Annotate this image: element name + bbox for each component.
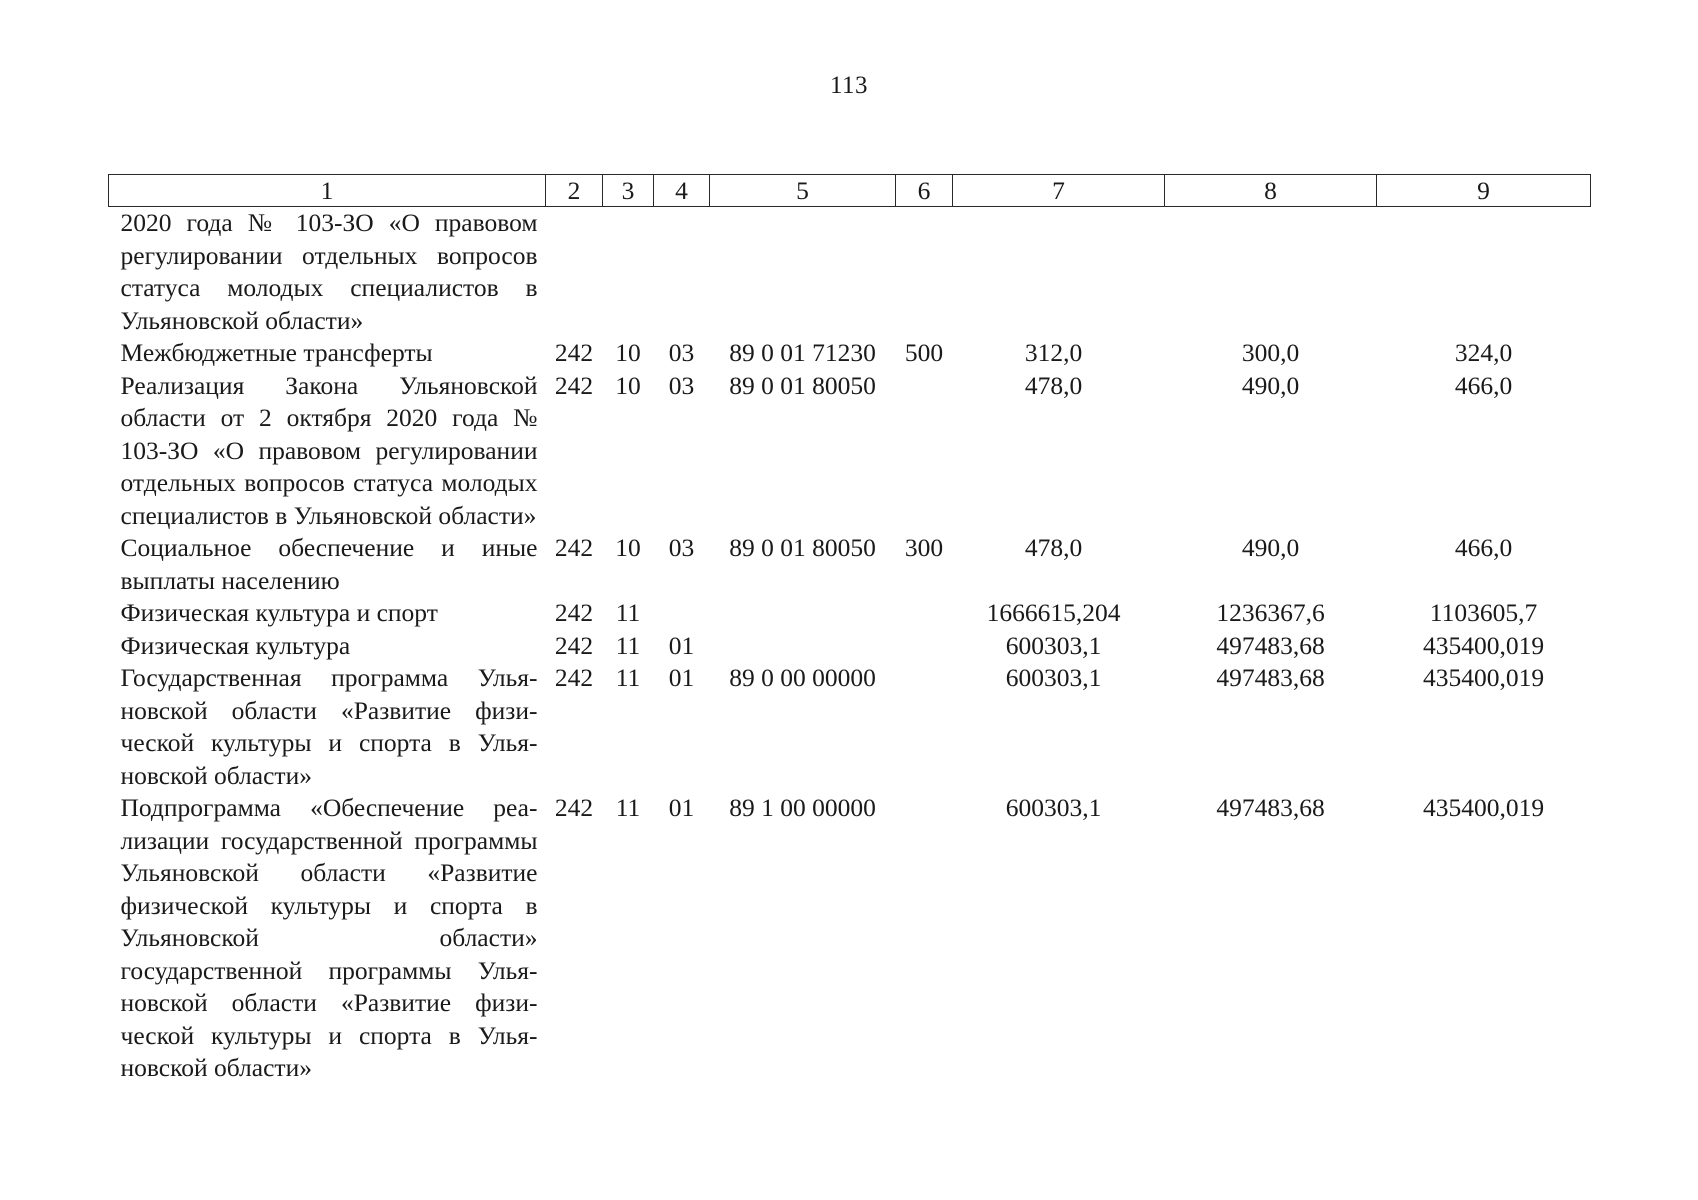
cell-col4: 03 [668, 370, 695, 400]
cell-col8: 300,0 [1241, 338, 1300, 367]
row-name: Межбюджетные трансферты [120, 338, 433, 367]
cell-col3: 11 [615, 598, 641, 627]
cell-col8: 490,0 [1241, 370, 1300, 400]
cell-col2 [546, 207, 603, 338]
cell-col6: 300 [904, 533, 944, 562]
cell-col4 [654, 207, 710, 338]
cell-col4: 03 [668, 533, 695, 562]
cell-col4: 01 [668, 630, 695, 660]
row-name: Государственная программа Ульяновской области «Развитие физической культуры и спорта в Ульяновской области» [120, 663, 538, 790]
cell-col5: 89 0 01 80050 [729, 533, 876, 562]
table-row [109, 597, 1591, 630]
cell-col8: 1236367,6 [1216, 598, 1325, 627]
header-cell-5: 5 [710, 175, 896, 207]
cell-col6 [896, 662, 953, 792]
cell-col6 [896, 370, 953, 533]
table-row [109, 337, 1591, 370]
cell-col6 [896, 792, 953, 1085]
cell-col7: 600303,1 [1005, 630, 1102, 660]
cell-col5 [710, 597, 896, 630]
cell-col8 [1165, 207, 1377, 338]
cell-col4: 01 [668, 793, 695, 822]
row-name: Подпрограмма «Обеспечение реализации государственной программы Ульяновской области «Развитие физической культуры и спорта в Ульяновской области» государственной программы Ульяновской области «Развитие физической культуры и спорта в Ульяновской области» [120, 793, 538, 1082]
cell-col8: 497483,68 [1216, 630, 1325, 660]
cell-col7 [953, 207, 1165, 338]
cell-col6 [896, 597, 953, 630]
cell-col7: 600303,1 [1005, 663, 1102, 692]
cell-col5: 89 0 01 80050 [729, 370, 876, 400]
cell-col5 [710, 207, 896, 338]
header-cell-3: 3 [603, 175, 654, 207]
header-cell-1: 1 [109, 175, 546, 207]
cell-col9: 435400,019 [1422, 630, 1545, 660]
cell-col9: 324,0 [1454, 338, 1513, 367]
cell-col9 [1377, 207, 1591, 338]
cell-col3 [603, 207, 654, 338]
cell-col6 [896, 630, 953, 663]
cell-col9: 1103605,7 [1429, 598, 1538, 627]
cell-col4: 03 [668, 338, 695, 367]
cell-col8: 497483,68 [1216, 663, 1325, 692]
cell-col4: 01 [668, 663, 695, 692]
cell-col5: 89 1 00 00000 [729, 793, 876, 822]
cell-col5: 89 0 00 00000 [729, 663, 876, 692]
row-name: Физическая культура [120, 630, 351, 660]
table-row [109, 792, 1591, 1085]
cell-col2: 242 [554, 663, 594, 692]
row-name: Реализация Закона Ульяновской области от 2 октября 2020 года № 103-ЗО «О правовом регулировании отдельных вопросов статуса молодых специалистов в Ульяновской области» [120, 370, 538, 530]
cell-col3: 10 [615, 533, 641, 562]
cell-col6 [896, 207, 953, 338]
cell-col9: 466,0 [1454, 533, 1513, 562]
cell-col8: 490,0 [1241, 533, 1300, 562]
cell-col6: 500 [904, 338, 944, 367]
cell-col3: 11 [615, 663, 641, 692]
cell-col9: 466,0 [1454, 370, 1513, 400]
cell-col2: 242 [554, 630, 594, 660]
cell-col2: 242 [554, 598, 594, 627]
header-cell-6: 6 [896, 175, 953, 207]
cell-col7: 478,0 [1024, 370, 1083, 400]
cell-col5 [710, 630, 896, 663]
table-row [109, 662, 1591, 792]
cell-col9: 435400,019 [1422, 793, 1545, 822]
cell-col8: 497483,68 [1216, 793, 1325, 822]
cell-col3: 11 [615, 630, 641, 660]
table-row [109, 207, 1591, 338]
cell-col7: 478,0 [1024, 533, 1083, 562]
row-name: Социальное обеспечение и иные выплаты населению [120, 533, 538, 595]
cell-col3: 10 [615, 338, 641, 367]
page-number: 113 [829, 72, 869, 99]
cell-col7: 1666615,204 [986, 598, 1121, 627]
header-cell-9: 9 [1377, 175, 1591, 207]
header-cell-4: 4 [654, 175, 710, 207]
table-row [109, 630, 1591, 663]
cell-col5: 89 0 01 71230 [729, 338, 876, 367]
budget-table [108, 174, 1591, 1085]
table-body [109, 207, 1591, 1085]
cell-col2: 242 [554, 370, 594, 400]
header-row [109, 175, 1591, 207]
cell-col3: 11 [615, 793, 641, 822]
cell-col2: 242 [554, 533, 594, 562]
cell-col3: 10 [615, 370, 641, 400]
cell-col2: 242 [554, 793, 594, 822]
cell-col7: 600303,1 [1005, 793, 1102, 822]
cell-col2: 242 [554, 338, 594, 367]
cell-col9: 435400,019 [1422, 663, 1545, 692]
cell-col4 [654, 597, 710, 630]
header-cell-2: 2 [546, 175, 603, 207]
cell-col7: 312,0 [1024, 338, 1083, 367]
row-name: Физическая культура и спорт [120, 598, 438, 627]
table-row [109, 370, 1591, 533]
header-cell-8: 8 [1165, 175, 1377, 207]
row-name: 2020 года № 103-ЗО «О правовом регулировании отдельных вопросов статуса молодых специалистов в Ульяновской области» [120, 208, 538, 335]
header-cell-7: 7 [953, 175, 1165, 207]
table-row [109, 532, 1591, 597]
